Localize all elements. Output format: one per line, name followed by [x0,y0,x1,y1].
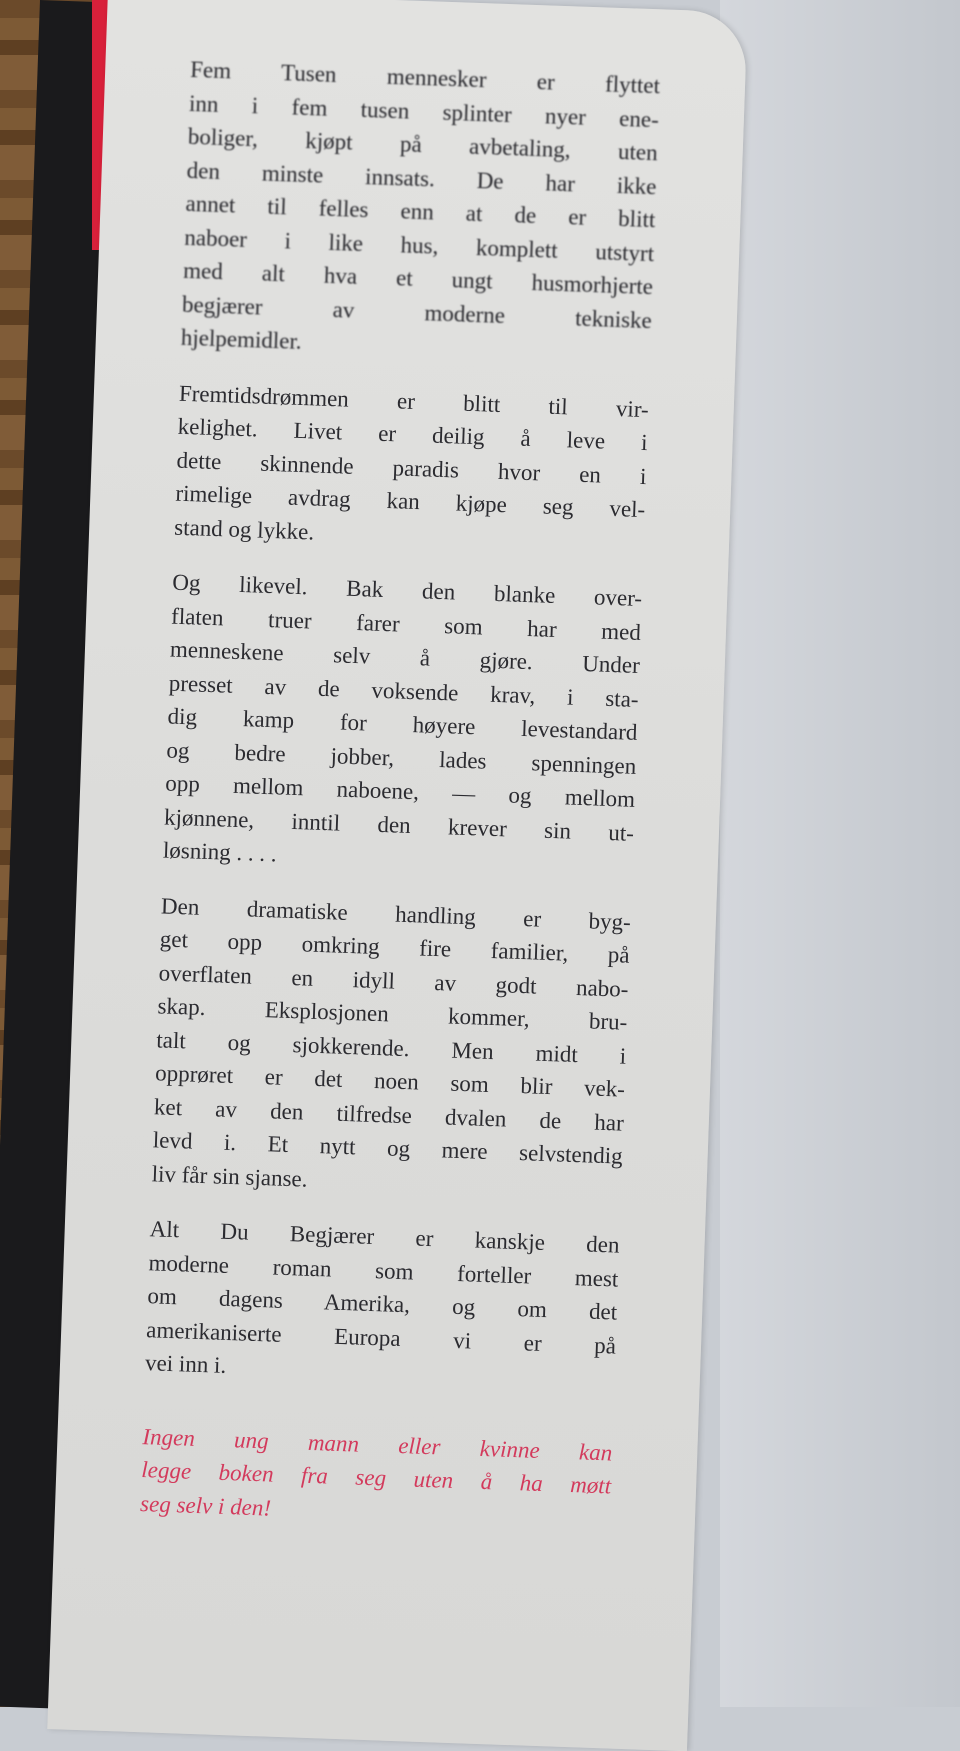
paragraph [180,53,660,371]
text-line: kjønnene, inntil den krever sin ut- [163,803,635,846]
text-line: vei inn i. [144,1350,227,1378]
text-line: skap. Eksplosjonen kommer, bru- [157,993,628,1035]
paragraph [162,566,642,884]
text-line: kelighet. Livet er deilig å leve i [177,413,648,456]
text-line: Fem Tusen mennesker er flyttet [189,56,661,99]
text-line: ket av den tilfredse dvalen de har [153,1093,625,1136]
text-line: levd i. Et nytt og mere selvstendig [152,1127,624,1169]
text-line: talt og sjokkerende. Men midt i [155,1026,627,1069]
text-line: begjærer av moderne tekniske [181,291,653,333]
text-line: opprøret er det noen som blir vek- [154,1060,626,1102]
text-line: løsning . . . . [162,837,278,867]
text-line: stand og lykke. [173,514,315,545]
text-line: Alt Du Begjærer er kanskje den [149,1216,620,1258]
flap-text [139,53,661,1558]
text-line: inn i fem tusen splinter nyer ene- [188,90,660,132]
text-line: rimelige avdrag kan kjøpe seg vel- [175,480,646,523]
background-surface [720,0,960,1707]
paragraph [151,889,631,1207]
text-line: opp mellom naboene, — og mellom [164,770,636,812]
text-line: den minste innsats. De har ikke [186,157,657,199]
dust-jacket-flap [47,0,747,1751]
text-line: Den dramatiske handling er byg- [160,892,632,935]
text-line: Og likevel. Bak den blanke over- [171,569,643,612]
text-line: naboer i like hus, komplett utstyrt [183,224,655,266]
text-line: hjelpemidler. [180,324,303,354]
tagline [140,1420,613,1537]
text-line: presset av de voksende krav, i sta- [168,670,640,712]
text-line: og bedre jobber, lades spenningen [166,737,637,779]
text-line: annet til felles enn at de er blitt [185,190,656,233]
text-line: liv får sin sjanse. [151,1160,308,1192]
text-line: Ingen ung mann eller kvinne kan [142,1423,613,1465]
text-line: moderne roman som forteller mest [148,1249,619,1292]
text-line: get opp omkring fire familier, på [159,926,631,968]
text-line: dette skinnende paradis hvor en i [176,447,647,489]
paragraph [174,376,650,560]
text-line: overflaten en idyll av godt nabo- [158,959,629,1002]
text-line: boliger, kjøpt på avbetaling, uten [187,123,659,166]
text-line: seg selv i den! [139,1490,272,1521]
text-line: amerikaniserte Europa vi er på [145,1316,617,1359]
text-line: om dagens Amerika, og om det [147,1283,618,1325]
text-line: flaten truer farer som har med [170,603,642,645]
text-line: Fremtidsdrømmen er blitt til vir- [178,380,650,422]
text-line: dig kamp for høyere levestandard [167,703,638,745]
paragraph [145,1212,621,1396]
text-line: med alt hva et ungt husmorhjerte [182,257,654,300]
text-line: menneskene selv å gjøre. Under [169,636,641,678]
text-line: legge boken fra seg uten å ha møtt [140,1457,612,1499]
